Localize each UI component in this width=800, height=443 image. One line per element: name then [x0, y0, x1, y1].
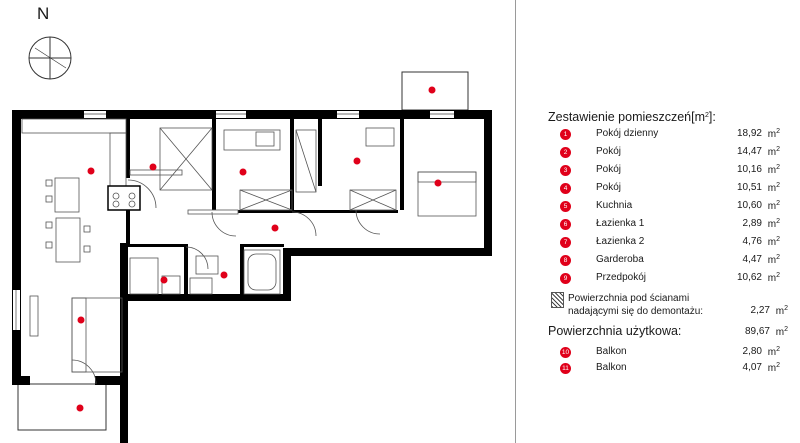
area-unit: $m^2$	[767, 164, 780, 176]
balcony-row	[548, 346, 780, 362]
marker-9	[272, 225, 279, 232]
north-label: N	[37, 4, 50, 23]
balcony-10	[18, 384, 106, 430]
area-unit: $m^2$	[767, 362, 780, 374]
room-row	[548, 236, 780, 252]
room-number-badge: 6	[560, 219, 571, 230]
room-name: Pokój	[596, 182, 622, 193]
room-name: Pokój dzienny	[596, 128, 659, 139]
room-row	[548, 128, 780, 144]
room-area: 2,80	[742, 346, 762, 357]
demolishable-walls	[130, 170, 238, 214]
room-number-badge: 10	[561, 349, 570, 356]
room-name: Łazienka 2	[596, 236, 645, 247]
room-number-badge: 1	[560, 129, 571, 140]
room-number-badge: 7	[560, 237, 571, 248]
area-unit: $m^2$	[767, 200, 780, 212]
room-row	[548, 146, 780, 162]
area-unit: $m^2$	[767, 236, 780, 248]
room-number-badge: 9	[560, 273, 571, 284]
room-row	[548, 254, 780, 270]
marker-6	[161, 277, 168, 284]
area-unit: $m^2$	[767, 128, 780, 140]
room-row	[548, 164, 780, 180]
hatch-swatch	[551, 292, 564, 308]
room-area: 18,92	[736, 128, 762, 139]
room-name: Pokój	[596, 164, 622, 175]
room-area: 4,07	[742, 362, 762, 373]
room-row	[548, 200, 780, 216]
marker-11	[429, 87, 436, 94]
room-number-badge: 2	[560, 147, 571, 158]
room-number-badge: 11	[560, 363, 571, 374]
interior-walls	[126, 118, 404, 300]
marker-3	[240, 169, 247, 176]
marker-1	[78, 317, 85, 324]
area-unit: $m^2$	[775, 326, 788, 338]
room-name: Garderoba	[596, 254, 644, 265]
room-area: 10,60	[736, 200, 762, 211]
compass-icon	[29, 37, 71, 79]
room-summary-panel	[548, 0, 788, 443]
summary-title: Zestawienie $pomieszczeń[m^2]$:	[548, 110, 716, 124]
area-unit: $m^2$	[767, 218, 780, 230]
room-number-badge: 3	[560, 165, 571, 176]
area-unit: $m^2$	[767, 146, 780, 158]
area-unit: $m^2$	[767, 346, 780, 358]
room-name: Łazienka 1	[596, 218, 645, 229]
room-row	[548, 218, 780, 234]
room-row	[548, 182, 780, 198]
room-area: 10,16	[736, 164, 762, 175]
area-unit: $m^2$	[767, 254, 780, 266]
exterior-walls	[12, 110, 492, 443]
room-name: Balkon	[596, 362, 627, 373]
marker-10	[77, 405, 84, 412]
marker-5	[88, 168, 95, 175]
room-number-badge: 4	[560, 183, 571, 194]
room-name: Kuchnia	[596, 200, 633, 211]
room-area: 14,47	[736, 146, 762, 157]
balcony-row	[548, 362, 780, 378]
divider	[515, 0, 516, 443]
area-unit: $m^2$	[767, 272, 780, 284]
room-number-badge: 8	[560, 255, 571, 266]
room-name: Balkon	[596, 346, 627, 357]
area-unit: $m^2$	[775, 305, 788, 317]
total-area: 89,67	[744, 326, 770, 337]
room-area: 4,76	[742, 236, 762, 247]
area-unit: $m^2$	[767, 182, 780, 194]
marker-2	[435, 180, 442, 187]
marker-8	[150, 164, 157, 171]
room-name: Pokój	[596, 146, 622, 157]
wall-note: Powierzchnia pod ścianami nadającymi się do demontażu:	[568, 293, 704, 317]
marker-7	[221, 272, 228, 279]
marker-4	[354, 158, 361, 165]
room-row	[548, 272, 780, 288]
wall-area: 2,27	[750, 305, 770, 316]
room-area: 10,51	[736, 182, 762, 193]
room-area: 2,89	[742, 218, 762, 229]
room-number-badge: 5	[560, 201, 571, 212]
room-name: Przedpokój	[596, 272, 647, 283]
total-area-label: Powierzchnia użytkowa:	[548, 324, 682, 338]
room-area: 4,47	[742, 254, 762, 265]
room-area: 10,62	[736, 272, 762, 283]
